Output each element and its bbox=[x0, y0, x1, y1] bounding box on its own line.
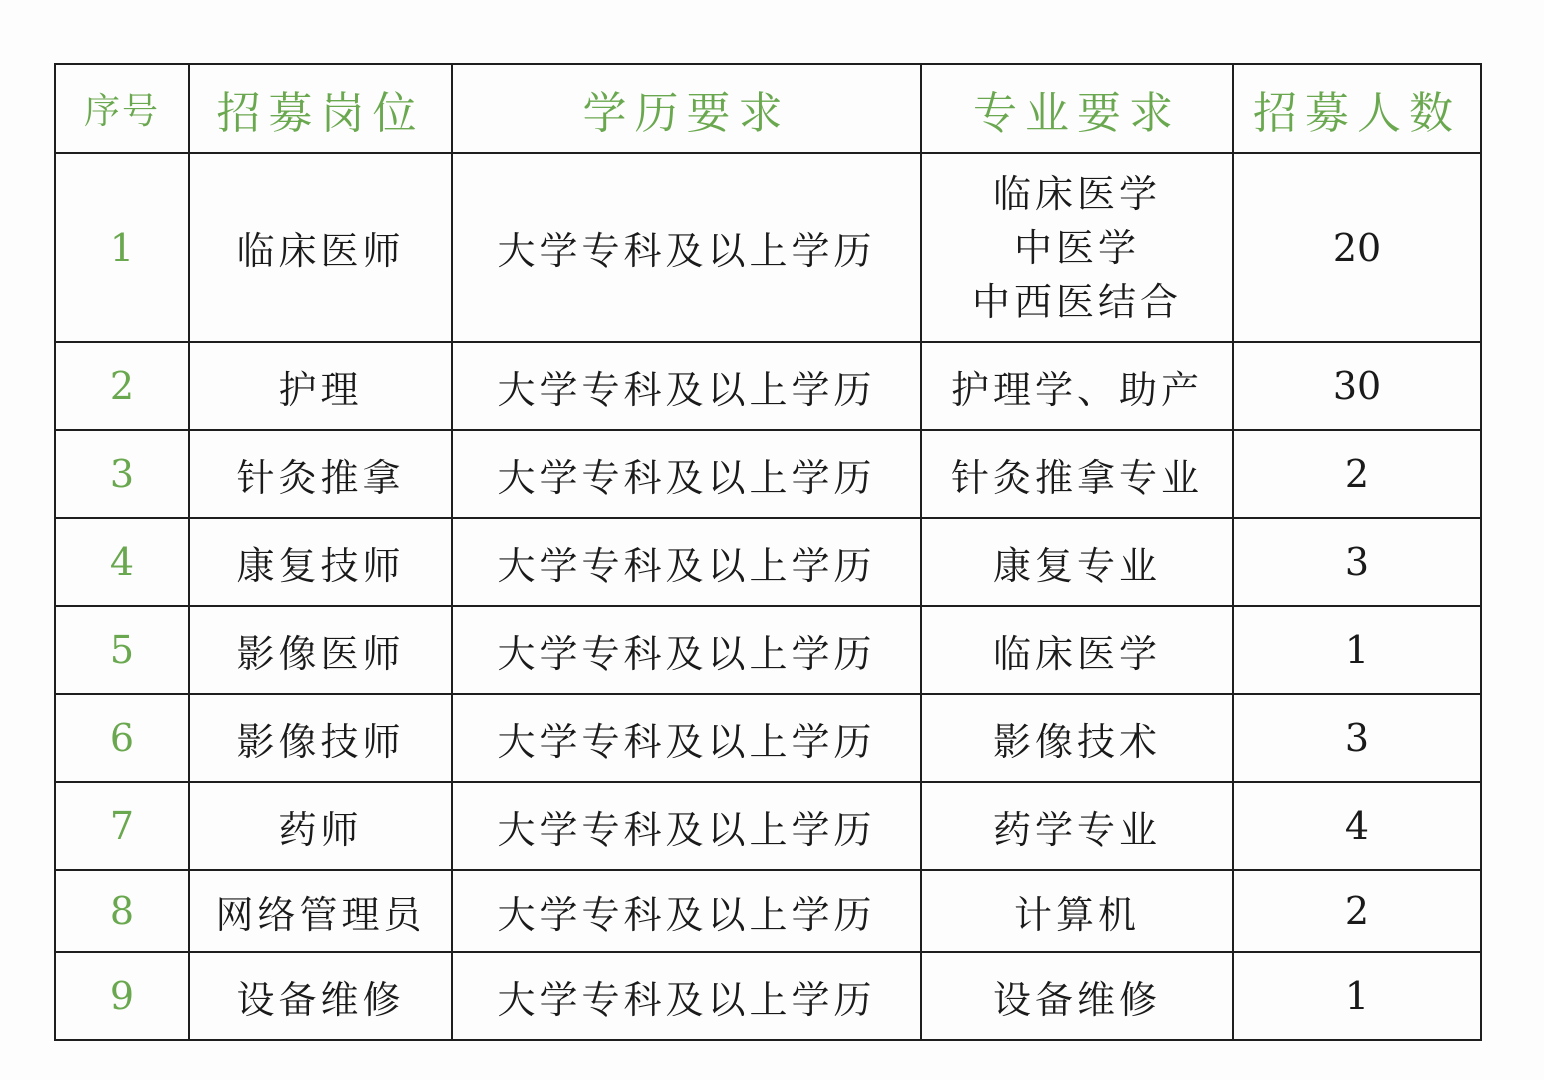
header-seq: 序号 bbox=[55, 64, 189, 153]
cell-count: 2 bbox=[1233, 870, 1481, 952]
cell-education: 大学专科及以上学历 bbox=[452, 782, 921, 870]
cell-position: 设备维修 bbox=[189, 952, 452, 1040]
table-row bbox=[55, 952, 1481, 1040]
cell-position: 影像医师 bbox=[189, 606, 452, 694]
cell-position: 网络管理员 bbox=[189, 870, 452, 952]
cell-education: 大学专科及以上学历 bbox=[452, 870, 921, 952]
header-row bbox=[55, 64, 1481, 153]
cell-major: 康复专业 bbox=[921, 518, 1233, 606]
cell-seq: 6 bbox=[55, 694, 189, 782]
table-row bbox=[55, 782, 1481, 870]
cell-position: 临床医师 bbox=[189, 153, 452, 342]
cell-seq: 1 bbox=[55, 153, 189, 342]
header-education: 学历要求 bbox=[452, 64, 921, 153]
cell-count: 1 bbox=[1233, 606, 1481, 694]
header-count: 招募人数 bbox=[1233, 64, 1481, 153]
header-major: 专业要求 bbox=[921, 64, 1233, 153]
cell-position: 护理 bbox=[189, 342, 452, 430]
cell-count: 20 bbox=[1233, 153, 1481, 342]
cell-education: 大学专科及以上学历 bbox=[452, 153, 921, 342]
recruitment-table bbox=[54, 63, 1482, 1041]
table-row bbox=[55, 342, 1481, 430]
cell-education: 大学专科及以上学历 bbox=[452, 694, 921, 782]
cell-count: 30 bbox=[1233, 342, 1481, 430]
cell-count: 4 bbox=[1233, 782, 1481, 870]
cell-education: 大学专科及以上学历 bbox=[452, 606, 921, 694]
table-row bbox=[55, 518, 1481, 606]
cell-education: 大学专科及以上学历 bbox=[452, 952, 921, 1040]
table-row bbox=[55, 694, 1481, 782]
cell-seq: 5 bbox=[55, 606, 189, 694]
table-row bbox=[55, 870, 1481, 952]
cell-major: 设备维修 bbox=[921, 952, 1233, 1040]
table-row bbox=[55, 606, 1481, 694]
cell-education: 大学专科及以上学历 bbox=[452, 518, 921, 606]
cell-count: 3 bbox=[1233, 518, 1481, 606]
cell-seq: 3 bbox=[55, 430, 189, 518]
cell-position: 康复技师 bbox=[189, 518, 452, 606]
cell-seq: 2 bbox=[55, 342, 189, 430]
cell-seq: 4 bbox=[55, 518, 189, 606]
cell-major: 影像技术 bbox=[921, 694, 1233, 782]
cell-position: 药师 bbox=[189, 782, 452, 870]
cell-position: 针灸推拿 bbox=[189, 430, 452, 518]
cell-count: 2 bbox=[1233, 430, 1481, 518]
table-row bbox=[55, 430, 1481, 518]
cell-major: 临床医学 bbox=[921, 606, 1233, 694]
cell-major: 针灸推拿专业 bbox=[921, 430, 1233, 518]
cell-seq: 8 bbox=[55, 870, 189, 952]
table-row bbox=[55, 153, 1481, 342]
major-line: 临床医学 bbox=[992, 171, 1161, 216]
cell-education: 大学专科及以上学历 bbox=[452, 430, 921, 518]
cell-position: 影像技师 bbox=[189, 694, 452, 782]
major-line: 中西医结合 bbox=[971, 279, 1182, 324]
cell-education: 大学专科及以上学历 bbox=[452, 342, 921, 430]
cell-major: 计算机 bbox=[921, 870, 1233, 952]
cell-count: 3 bbox=[1233, 694, 1481, 782]
cell-count: 1 bbox=[1233, 952, 1481, 1040]
cell-major bbox=[921, 153, 1233, 342]
header-position: 招募岗位 bbox=[189, 64, 452, 153]
cell-major: 药学专业 bbox=[921, 782, 1233, 870]
cell-seq: 9 bbox=[55, 952, 189, 1040]
cell-major: 护理学、助产 bbox=[921, 342, 1233, 430]
cell-seq: 7 bbox=[55, 782, 189, 870]
major-line: 中医学 bbox=[1013, 225, 1140, 270]
